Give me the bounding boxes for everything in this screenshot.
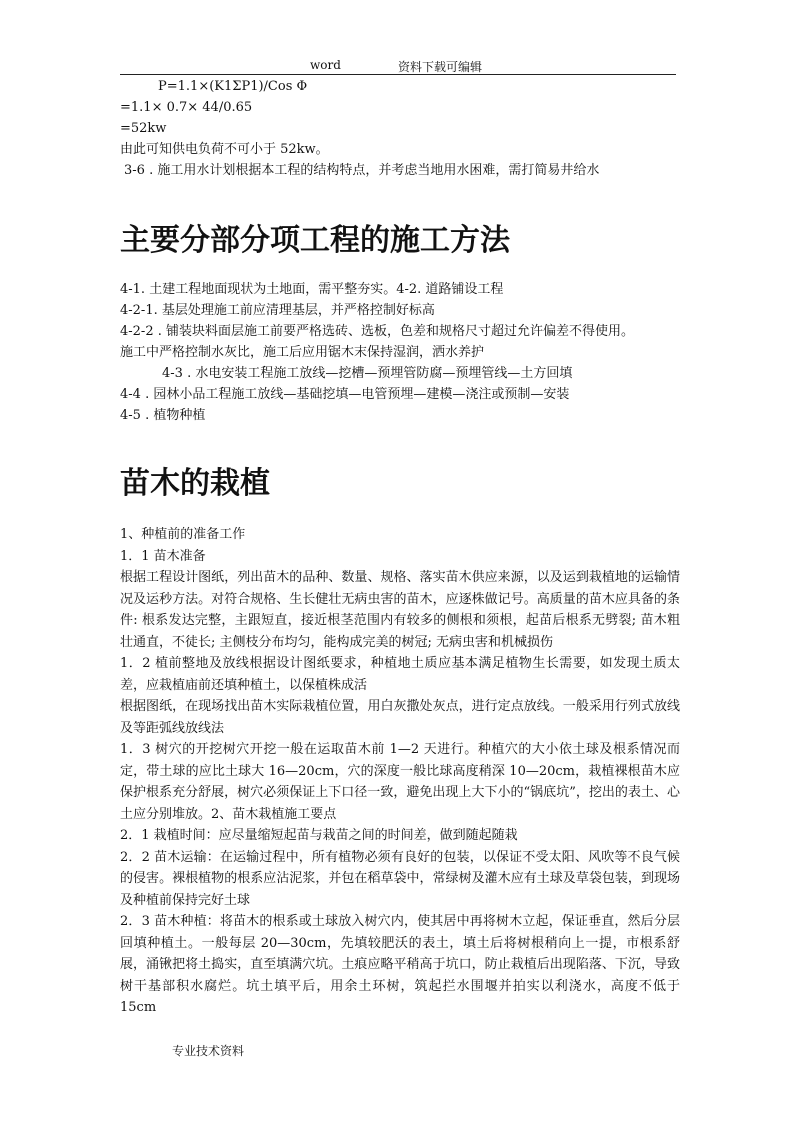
formula-line: =1.1× 0.7× 44/0.65 — [120, 100, 253, 115]
text-line: 3-6 . 施工用水计划根据本工程的结构特点，并考虑当地用水困难，需打简易井给水 — [124, 163, 600, 178]
header-right: 资料下载可编辑 — [398, 60, 483, 74]
paragraph: 1．2 植前整地及放线根据设计图纸要求，种植地土质应基本满足植物生长需要，如发现土质太差，应栽植庙前还填种植土，以保植株成活 — [120, 656, 680, 693]
paragraph: 1．3 树穴的开挖树穴开挖一般在运取苗木前 1—2 天进行。种植穴的大小依土球及根系情况而定，带土球的应比土球大 16—20cm，穴的深度一般比球高度稍深 10—20cm，栽植裸根苗木应保护根系充分舒展，树穴必须保证上下口径一致，避免出现上大下小的“锅底坑”，挖出的表土、心土应分别堆放。2、苗木栽植施工要点 — [120, 742, 680, 822]
text-line: 由此可知供电负荷不可小于 52kw。 — [120, 142, 329, 157]
text-line: 施工中严格控制水灰比，施工后应用锯木末保持湿润，洒水养护 — [120, 345, 485, 360]
document-body — [120, 76, 680, 1019]
text-line: 4-2-1. 基层处理施工前应清理基层，并严格控制好标高 — [120, 303, 435, 318]
text-line: 4-2-2 . 铺装块料面层施工前要严格选砖、选板，色差和规格尺寸超过允许偏差不得使用。 — [120, 324, 634, 339]
paragraph: 1、种植前的准备工作 — [120, 527, 246, 542]
paragraph: 2．3 苗木种植：将苗木的根系或土球放入树穴内，使其居中再将树木立起，保证垂直，然后分层回填种植土。一般每层 20—30cm，先填较肥沃的表土，填土后将树根稍向上一提，市根系舒展，涌锹把将土捣实，直至填满穴坑。土痕应略平稍高于坑口，防止栽植后出现陷落、下沉，导致树干基部积水腐烂。坑土填平后，用余土环树，筑起拦水围堰并拍实以利浇水，高度不低于 15cm — [120, 914, 680, 1015]
paragraph: 根据工程设计图纸，列出苗木的品种、数量、规格、落实苗木供应来源，以及运到栽植地的运输情况及运秒方法。对符合规格、生长健壮无病虫害的苗木，应逐株做记号。高质量的苗木应具备的条件: 根系发达完整，主跟短直，接近根茎范围内有较多的侧根和须根，起苗后根系无劈裂; 苗木粗壮通直，不徒长; 主侧枝分布均匀，能构成完美的树冠; 无病虫害和机械损伤 — [120, 570, 680, 650]
paragraph: 2．2 苗木运输：在运输过程中，所有植物必须有良好的包装，以保证不受太阳、风吹等不良气候的侵害。裸根植物的根系应沾泥浆，并包在稻草袋中，常绿树及灌木应有土球及草袋包装，到现场及种植前保持完好土球 — [120, 849, 680, 908]
text-line: 4-1. 土建工程地面现状为土地面，需平整夯实。4-2. 道路铺设工程 — [120, 282, 504, 297]
paragraph: 1．1 苗木准备 — [120, 548, 206, 564]
formula-line: P=1.1×(K1ΣP1)/Cos Φ — [158, 79, 308, 94]
paragraph: 根据图纸，在现场找出苗木实际栽植位置，用白灰撒处灰点，进行定点放线。一般采用行列式放线及等距弧线放线法 — [120, 699, 680, 736]
paragraph: 2．1 栽植时间：应尽量缩短起苗与栽苗之间的时间差，做到随起随栽 — [120, 828, 518, 843]
formula-line: =52kw — [120, 121, 167, 136]
text-line: 4-4 . 园林小品工程施工放线—基础挖填—电管预埋—建模—浇注或预制—安装 — [120, 387, 570, 402]
header-left: word — [310, 58, 341, 72]
page-header — [120, 56, 676, 75]
page-footer: 专业技术资料 — [172, 1044, 245, 1058]
text-line: 4-3 . 水电安装工程施工放线—挖槽—预埋管防腐—预埋管线—土方回填 — [162, 366, 573, 381]
section-heading: 主要分部分项工程的施工方法 — [120, 223, 510, 258]
text-line: 4-5 . 植物种植 — [120, 408, 206, 423]
section-heading: 苗木的栽植 — [120, 466, 270, 501]
